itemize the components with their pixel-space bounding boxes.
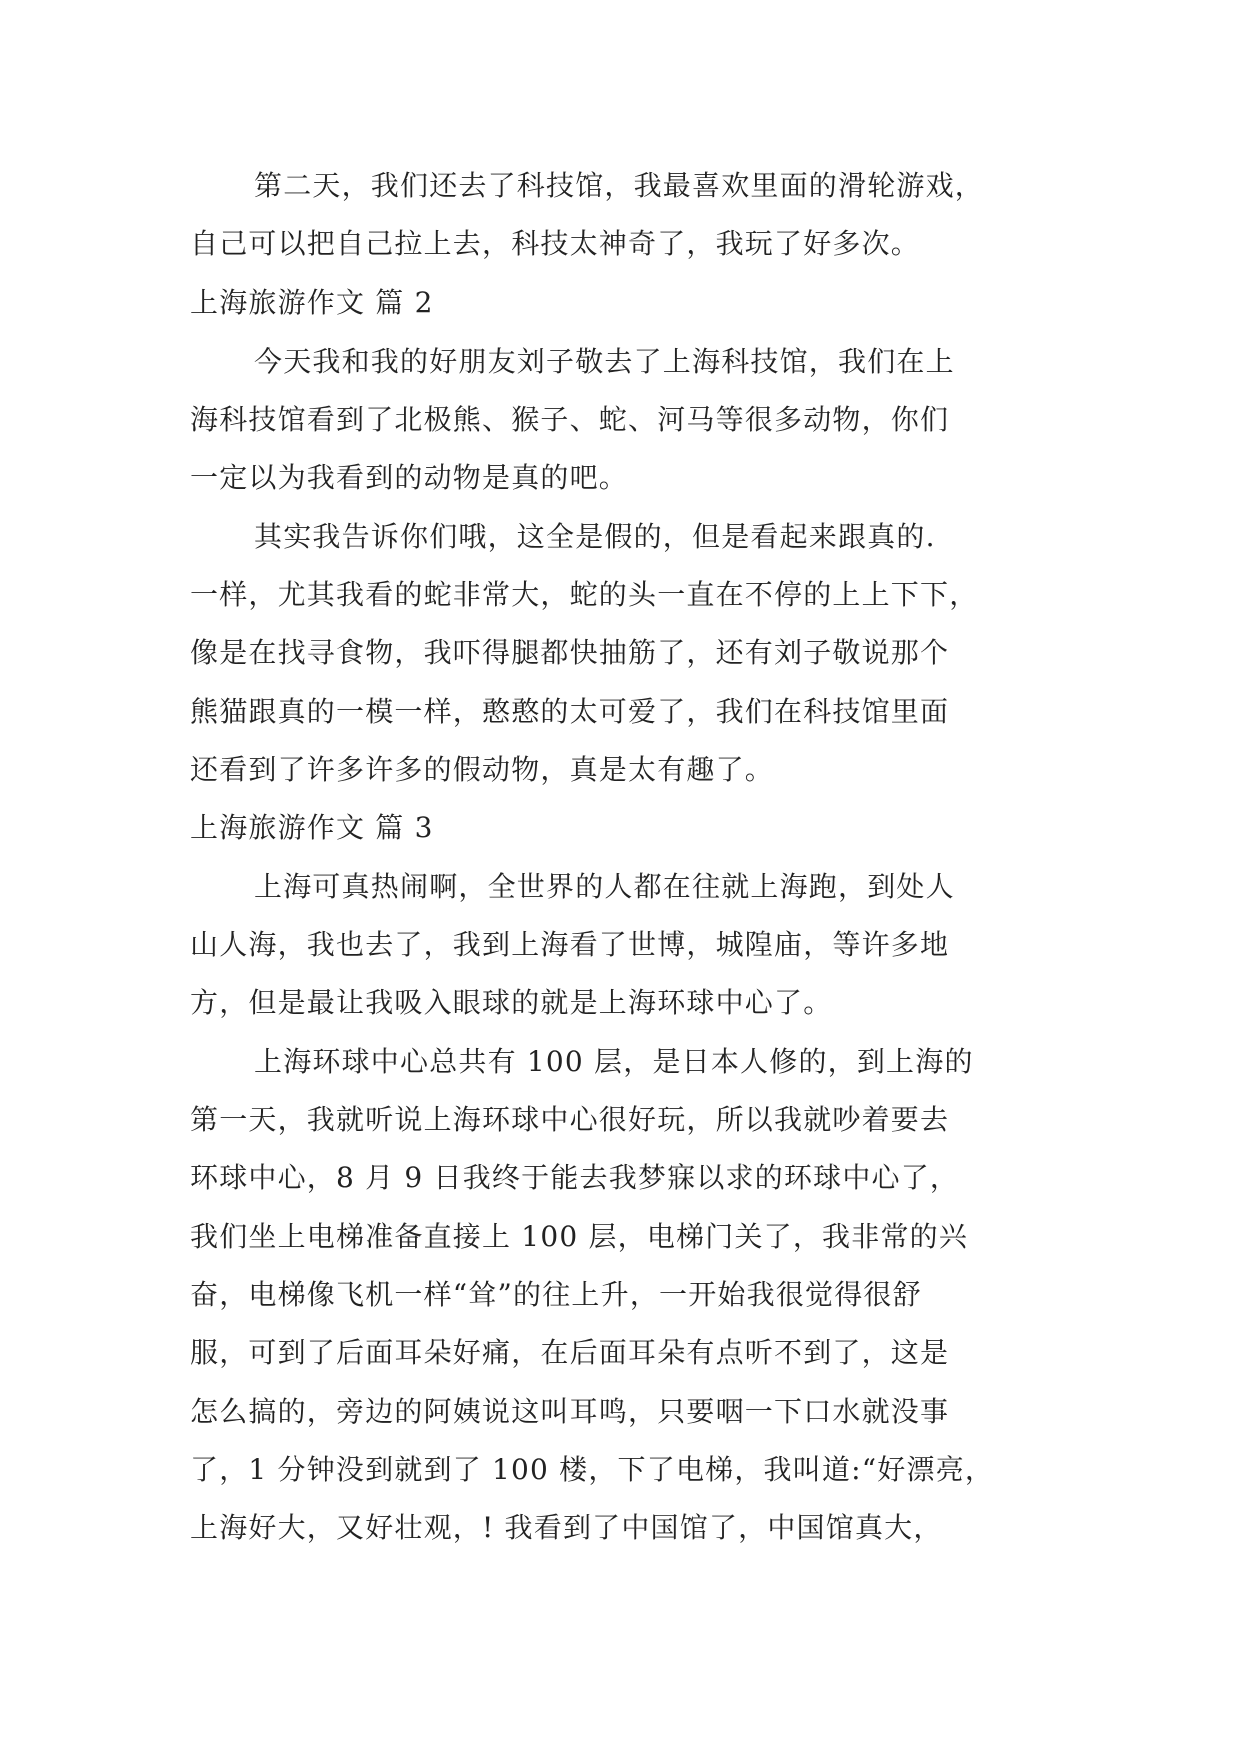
paragraph-line: 第一天，我就听说上海环球中心很好玩，所以我就吵着要去 [190,1103,950,1136]
paragraph-line: 今天我和我的好朋友刘子敬去了上海科技馆，我们在上 [254,345,955,378]
paragraph-line: 其实我告诉你们哦，这全是假的，但是看起来跟真的. [254,520,936,553]
paragraph-line: 上海可真热闹啊，全世界的人都在往就上海跑，到处人 [254,870,955,903]
paragraph-line: 还看到了许多许多的假动物，真是太有趣了。 [190,753,775,786]
paragraph-line: 我们坐上电梯准备直接上 100 层，电梯门关了，我非常的兴 [190,1220,969,1253]
paragraph-line: 方，但是最让我吸入眼球的就是上海环球中心了。 [190,986,833,1019]
paragraph-line: 上海环球中心总共有 100 层，是日本人修的，到上海的 [254,1045,974,1078]
paragraph-line: 服，可到了后面耳朵好痛，在后面耳朵有点听不到了，这是 [190,1336,950,1369]
paragraph-line: 一定以为我看到的动物是真的吧。 [190,461,629,494]
paragraph-line: 山人海，我也去了，我到上海看了世博，城隍庙，等许多地 [190,928,950,961]
paragraph-line: 奋，电梯像飞机一样“耸”的往上升，一开始我很觉得很舒 [190,1278,922,1311]
paragraph-line: 海科技馆看到了北极熊、猴子、蛇、河马等很多动物，你们 [190,403,950,436]
paragraph-line: 熊猫跟真的一模一样，憨憨的太可爱了，我们在科技馆里面 [190,695,950,728]
paragraph-line: 上海好大，又好壮观，! 我看到了中国馆了，中国馆真大， [190,1511,943,1544]
paragraph-line: 一样，尤其我看的蛇非常大，蛇的头一直在不停的上上下下， [190,578,979,611]
section-heading: 上海旅游作文 篇 2 [190,286,434,319]
paragraph-line: 环球中心，8 月 9 日我终于能去我梦寐以求的环球中心了， [190,1161,960,1194]
paragraph-line: 自己可以把自己拉上去，科技太神奇了，我玩了好多次。 [190,227,921,260]
paragraph-line: 怎么搞的，旁边的阿姨说这叫耳鸣，只要咽一下口水就没事 [190,1395,950,1428]
paragraph-line: 第二天，我们还去了科技馆，我最喜欢里面的滑轮游戏， [254,169,985,202]
section-heading: 上海旅游作文 篇 3 [190,811,434,844]
paragraph-line: 了，1 分钟没到就到了 100 楼，下了电梯，我叫道:“好漂亮， [190,1453,995,1486]
paragraph-line: 像是在找寻食物，我吓得腿都快抽筋了，还有刘子敬说那个 [190,636,950,669]
